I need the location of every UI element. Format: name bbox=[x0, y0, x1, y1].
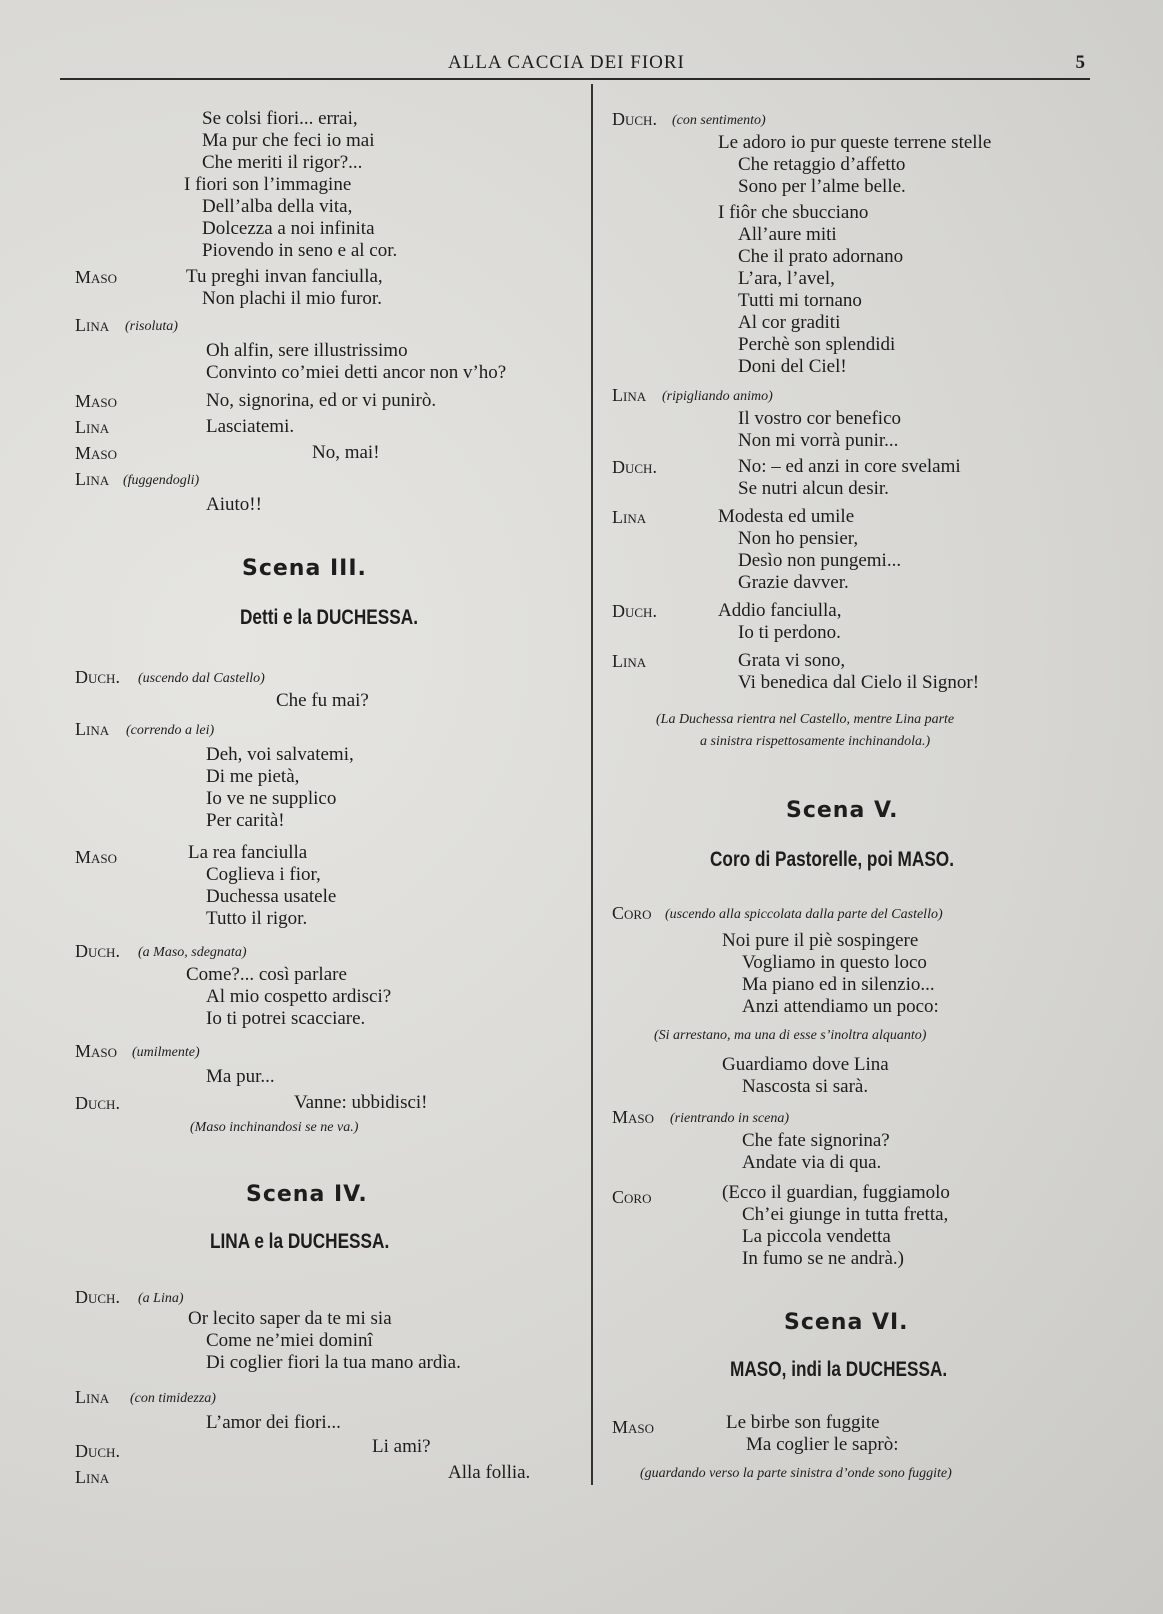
verse-line: Che retaggio d’affetto bbox=[738, 154, 906, 175]
scene-heading: Scena IV. bbox=[246, 1182, 368, 1207]
verse-line: Al cor graditi bbox=[738, 312, 841, 333]
verse-line: Convinto co’miei detti ancor non v’ho? bbox=[206, 362, 507, 383]
verse-line: Piovendo in seno e al cor. bbox=[202, 240, 398, 261]
stage-direction: (uscendo dal Castello) bbox=[138, 671, 265, 686]
column-divider bbox=[591, 84, 593, 1485]
verse-line: Grazie davver. bbox=[738, 572, 849, 593]
speaker-duchessa: Duch. bbox=[612, 601, 657, 621]
verse-line: Anzi attendiamo un poco: bbox=[742, 996, 939, 1017]
verse-line: Alla follia. bbox=[448, 1462, 531, 1483]
verse-line: Se colsi fiori... errai, bbox=[202, 108, 358, 129]
verse-line: Desìo non pungemi... bbox=[738, 550, 902, 571]
speaker-duchessa: Duch. bbox=[75, 1287, 120, 1307]
speaker-coro: Coro bbox=[612, 1187, 652, 1207]
running-header bbox=[75, 52, 1085, 76]
stage-direction: (a Maso, sdegnata) bbox=[138, 945, 247, 960]
scene-cast: LINA e la DUCHESSA. bbox=[210, 1230, 390, 1253]
verse-line: Se nutri alcun desir. bbox=[738, 478, 889, 499]
speaker-lina: Lina bbox=[75, 1467, 110, 1487]
stage-direction: (ripigliando animo) bbox=[662, 389, 773, 404]
verse-line: I fiôr che sbucciano bbox=[718, 202, 869, 223]
verse-line: Al mio cospetto ardisci? bbox=[206, 986, 392, 1007]
scene-cast: Detti e la DUCHESSA. bbox=[240, 606, 418, 629]
stage-direction: (fuggendogli) bbox=[123, 473, 200, 488]
speaker-duchessa: Duch. bbox=[75, 1441, 120, 1461]
verse-line: Coglieva i fior, bbox=[206, 864, 321, 885]
verse-line: Ma pur che feci io mai bbox=[202, 130, 375, 151]
verse-line: Perchè son splendidi bbox=[738, 334, 896, 355]
running-title: ALLA CACCIA DEI FIORI bbox=[448, 52, 685, 73]
verse-line: Tu preghi invan fanciulla, bbox=[186, 266, 383, 287]
verse-line: Vi benedica dal Cielo il Signor! bbox=[738, 672, 980, 693]
speaker-duchessa: Duch. bbox=[75, 667, 120, 687]
verse-line: No, mai! bbox=[312, 442, 380, 463]
verse-line: Grata vi sono, bbox=[738, 650, 846, 671]
verse-line: Io ti potrei scacciare. bbox=[206, 1008, 366, 1029]
speaker-lina: Lina bbox=[75, 417, 110, 437]
verse-line: Di me pietà, bbox=[206, 766, 300, 787]
speaker-coro: Coro bbox=[612, 903, 652, 923]
verse-line: Vanne: ubbidisci! bbox=[294, 1092, 428, 1113]
verse-line: All’aure miti bbox=[738, 224, 837, 245]
speaker-duchessa: Duch. bbox=[75, 941, 120, 961]
stage-direction: (Si arrestano, ma una di esse s’inoltra alquanto) bbox=[654, 1028, 927, 1043]
verse-line: Nascosta si sarà. bbox=[742, 1076, 869, 1097]
verse-line: Le adoro io pur queste terrene stelle bbox=[718, 132, 992, 153]
verse-line: Aiuto!! bbox=[206, 494, 262, 515]
stage-direction: (rientrando in scena) bbox=[670, 1111, 789, 1126]
verse-line: L’amor dei fiori... bbox=[206, 1412, 341, 1433]
verse-line: Ma coglier le saprò: bbox=[746, 1434, 899, 1455]
speaker-maso: Maso bbox=[75, 391, 118, 411]
speaker-maso: Maso bbox=[612, 1417, 655, 1437]
verse-line: Ma pur... bbox=[206, 1066, 275, 1087]
verse-line: In fumo se ne andrà.) bbox=[742, 1248, 904, 1269]
verse-line: Dolcezza a noi infinita bbox=[202, 218, 375, 239]
verse-line: Come?... così parlare bbox=[186, 964, 347, 985]
verse-line: (Ecco il guardian, fuggiamolo bbox=[722, 1182, 950, 1203]
verse-line: Sono per l’alme belle. bbox=[738, 176, 906, 197]
verse-line: Che fu mai? bbox=[276, 690, 369, 711]
verse-line: Doni del Ciel! bbox=[738, 356, 847, 377]
scene-cast: MASO, indi la DUCHESSA. bbox=[730, 1358, 948, 1381]
speaker-duchessa: Duch. bbox=[612, 457, 657, 477]
verse-line: Modesta ed umile bbox=[718, 506, 855, 527]
verse-line: Per carità! bbox=[206, 810, 285, 831]
speaker-lina: Lina bbox=[75, 315, 110, 335]
speaker-duchessa: Duch. bbox=[75, 1093, 120, 1113]
speaker-duchessa: Duch. bbox=[612, 109, 657, 129]
verse-line: Ch’ei giunge in tutta fretta, bbox=[742, 1204, 949, 1225]
stage-direction: (con timidezza) bbox=[130, 1391, 216, 1406]
speaker-maso: Maso bbox=[75, 847, 118, 867]
verse-line: Vogliamo in questo loco bbox=[742, 952, 927, 973]
verse-line: Di coglier fiori la tua mano ardìa. bbox=[206, 1352, 461, 1373]
stage-direction: (con sentimento) bbox=[672, 113, 766, 128]
verse-line: Che il prato adornano bbox=[738, 246, 904, 267]
stage-direction: (Maso inchinandosi se ne va.) bbox=[190, 1120, 359, 1135]
verse-line: Oh alfin, sere illustrissimo bbox=[206, 340, 408, 361]
stage-direction: (umilmente) bbox=[132, 1045, 200, 1060]
verse-line: Deh, voi salvatemi, bbox=[206, 744, 354, 765]
verse-line: Tutto il rigor. bbox=[206, 908, 308, 929]
stage-direction: a sinistra rispettosamente inchinandola.) bbox=[700, 734, 931, 749]
verse-line: Io ve ne supplico bbox=[206, 788, 337, 809]
verse-line: L’ara, l’avel, bbox=[738, 268, 835, 289]
header-rule bbox=[60, 78, 1090, 80]
verse-line: Or lecito saper da te mi sia bbox=[188, 1308, 392, 1329]
stage-direction: (guardando verso la parte sinistra d’onde sono fuggite) bbox=[640, 1466, 952, 1481]
stage-direction: (correndo a lei) bbox=[126, 723, 215, 738]
verse-line: Addio fanciulla, bbox=[718, 600, 842, 621]
scene-heading: Scena III. bbox=[242, 556, 367, 581]
verse-line: La piccola vendetta bbox=[742, 1226, 891, 1247]
verse-line: Dell’alba della vita, bbox=[202, 196, 353, 217]
verse-line: I fiori son l’immagine bbox=[184, 174, 352, 195]
verse-line: Lasciatemi. bbox=[206, 416, 295, 437]
speaker-lina: Lina bbox=[612, 507, 647, 527]
verse-line: Le birbe son fuggite bbox=[726, 1412, 880, 1433]
verse-line: Tutti mi tornano bbox=[738, 290, 862, 311]
verse-line: Non mi vorrà punir... bbox=[738, 430, 899, 451]
verse-line: Il vostro cor benefico bbox=[738, 408, 902, 429]
verse-line: No, signorina, ed or vi punirò. bbox=[206, 390, 437, 411]
page-number: 5 bbox=[1075, 52, 1085, 73]
stage-direction: (a Lina) bbox=[138, 1291, 184, 1306]
speaker-maso: Maso bbox=[75, 1041, 118, 1061]
stage-direction: (La Duchessa rientra nel Castello, mentre Lina parte bbox=[656, 712, 955, 727]
speaker-lina: Lina bbox=[612, 385, 647, 405]
speaker-maso: Maso bbox=[612, 1107, 655, 1127]
verse-line: Non ho pensier, bbox=[738, 528, 859, 549]
verse-line: No: – ed anzi in core svelami bbox=[738, 456, 961, 477]
stage-direction: (risoluta) bbox=[125, 319, 178, 334]
verse-line: Non plachi il mio furor. bbox=[202, 288, 382, 309]
verse-line: La rea fanciulla bbox=[188, 842, 308, 863]
verse-line: Andate via di qua. bbox=[742, 1152, 882, 1173]
speaker-lina: Lina bbox=[75, 719, 110, 739]
verse-line: Li ami? bbox=[372, 1436, 431, 1457]
verse-line: Che fate signorina? bbox=[742, 1130, 890, 1151]
verse-line: Come ne’miei dominî bbox=[206, 1330, 373, 1351]
verse-line: Che meriti il rigor?... bbox=[202, 152, 363, 173]
speaker-maso: Maso bbox=[75, 267, 118, 287]
speaker-lina: Lina bbox=[75, 469, 110, 489]
speaker-maso: Maso bbox=[75, 443, 118, 463]
scene-heading: Scena VI. bbox=[784, 1310, 909, 1335]
stage-direction: (uscendo alla spiccolata dalla parte del Castello) bbox=[665, 907, 943, 922]
speaker-lina: Lina bbox=[75, 1387, 110, 1407]
speaker-lina: Lina bbox=[612, 651, 647, 671]
verse-line: Duchessa usatele bbox=[206, 886, 337, 907]
scene-cast: Coro di Pastorelle, poi MASO. bbox=[710, 848, 954, 871]
verse-line: Guardiamo dove Lina bbox=[722, 1054, 889, 1075]
verse-line: Noi pure il piè sospingere bbox=[722, 930, 919, 951]
verse-line: Ma piano ed in silenzio... bbox=[742, 974, 935, 995]
verse-line: Io ti perdono. bbox=[738, 622, 841, 643]
scene-heading: Scena V. bbox=[786, 798, 899, 823]
